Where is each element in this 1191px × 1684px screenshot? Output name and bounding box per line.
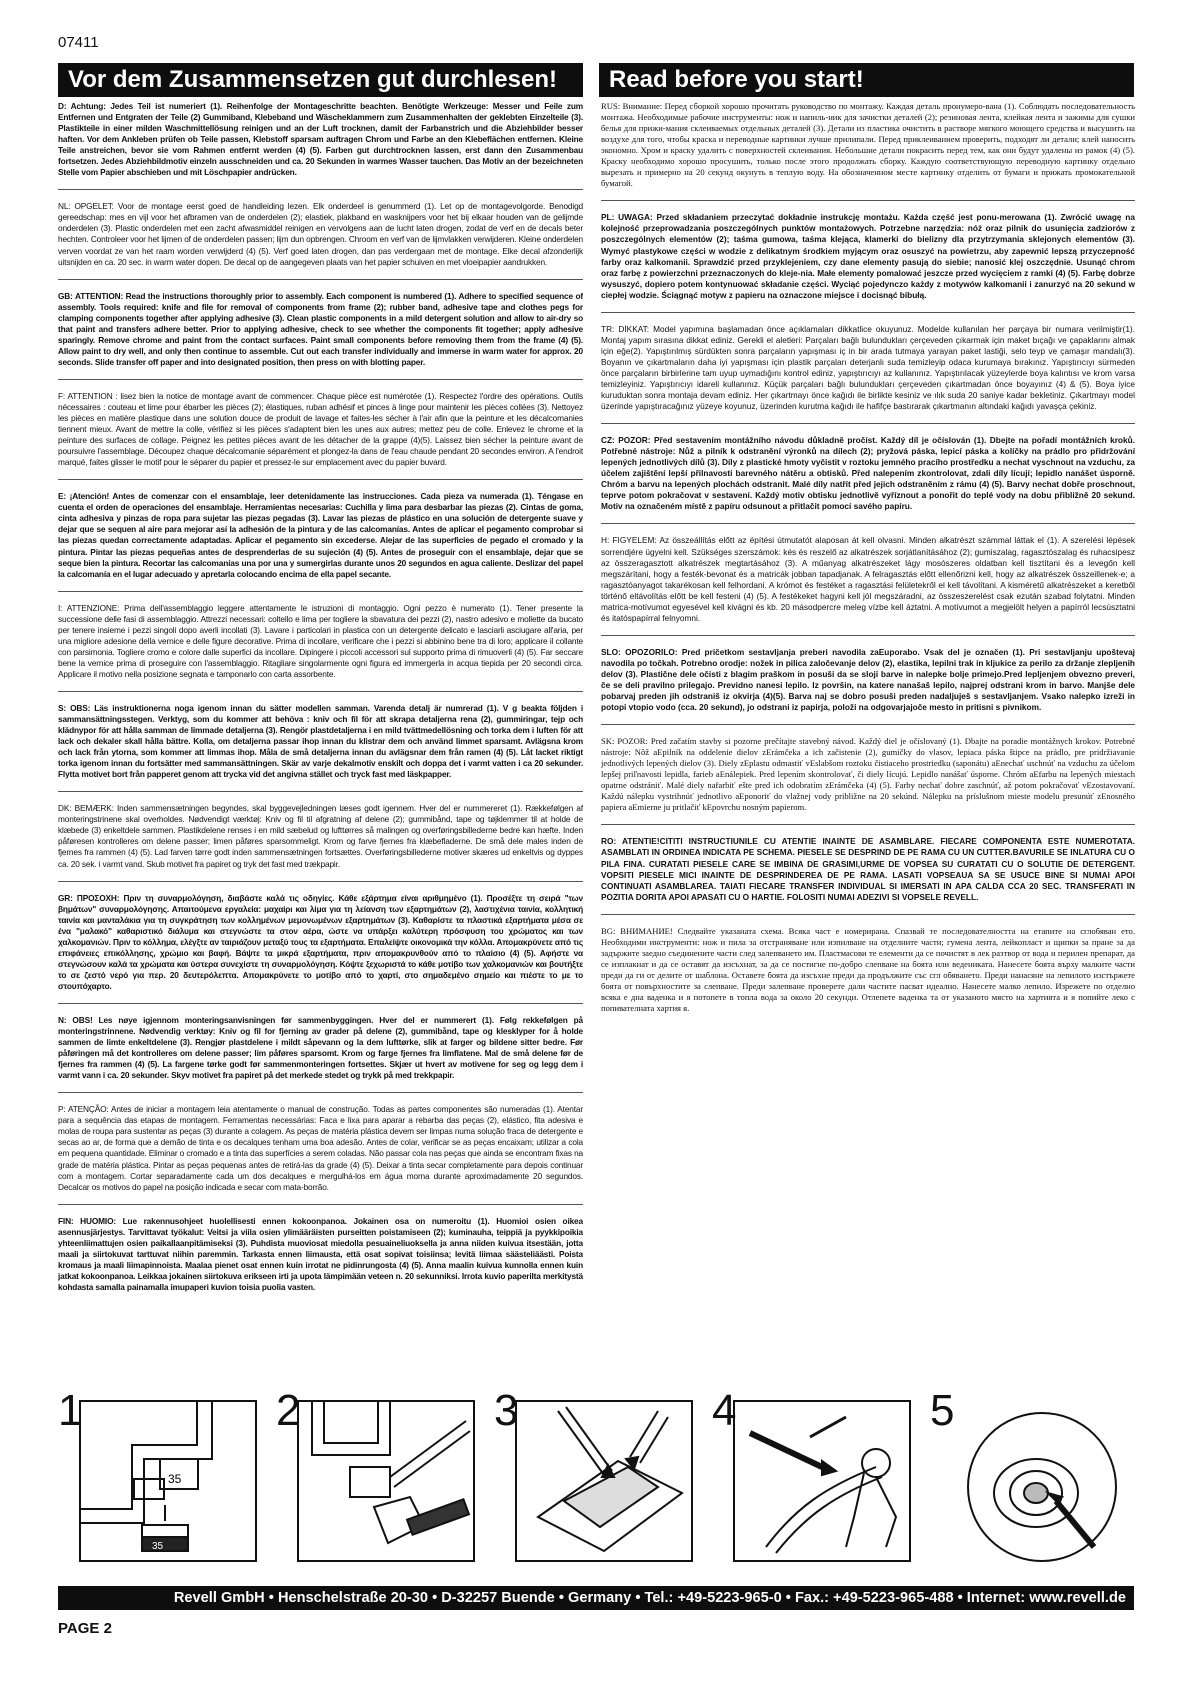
divider: [601, 200, 1135, 201]
paint-brush-icon: [726, 1397, 916, 1565]
numbered-parts-icon: [72, 1397, 262, 1565]
page-label: PAGE 2: [58, 1620, 112, 1637]
divider: [58, 379, 583, 380]
divider: [58, 691, 583, 692]
divider: [601, 312, 1135, 313]
divider: [601, 914, 1135, 915]
left-instruction-column: [58, 101, 583, 1304]
instruction-e: E: ¡Atención! Antes de comenzar con el ensamblaje, leer detenidamente las instrucciones. Cada pieza va numerada (1). Téngase en cuenta el orden de operaciones del ensamblaje. Herramientas necesarias: Cuchilla y lima para desbarbar las piezas (2). Cintas de goma, cinta adhesiva y pinzas de ropa para sujetar las piezas pegadas (3). Lavar las piezas de plástico en una solución de detergente suave y dejar que se sequen al aire para mejorar así la adhesión de la pintura y de las calcomanías. Antes de aplicar el pegamento comprobar si las piezas quedan correctamente adaptadas. Aplicar el pegamento sin excederse. Alejar de las superficies de pegado el cromado y la pintura. Pintar las piezas pequeñas antes de desprenderlas de su sujeción (4) (5). Antes de proseguir con el ensamblaje, dejar que se seque bien la pintura. Recortar las calcomanías una por una y sumergirlas durante unos 20 segundos en agua caliente. Deslizar del papel la calcomanía en el lugar adecuado y apretarla colocando encima de ella papel secante.: [58, 491, 583, 579]
step-3: [494, 1386, 700, 1566]
instruction-slo: SLO: OPOZORILO: Pred pričetkom sestavljanja preberi navodila zaEuporabo. Vsak del je označen (1). Pri sestavljanju upoštevaj navodila po točkah. Potrebno orodje: nožek in pilica zaločevanje delov (2), elastika, lepilni trak in kljukice za perilo za držanje zlepljenih delov (3). Plastične dele očisti z blagim praškom in posuši da se sloji barve in nalepke bolje primejo.Pred lepljenjem obvezno preveri, če se deli pravilno prilegajo. Previdno nanesi lepilo. Iz površin, na katere nanašaš lepilo, najprej odstrani krom in barvo. Manjše dele pobarvaj preden jih odstraniš iz okvirja (4)(5). Barva naj se dobro posuši preden nadaljuješ s sestavljanjem. Vsako nalepko izreži in potopi vtopio vodo (cca. 20 sekund), jo odstrani iz papirja, položi na odgovarjajoče mesto in pritisni s pivnikom.: [601, 646, 1135, 713]
clamp-tape-icon: [508, 1397, 698, 1565]
step-1: [58, 1386, 264, 1566]
divider: [601, 423, 1135, 424]
instruction-tr: TR: DİKKAT: Model yapımına başlamadan önce açıklamaları dikkatlice okuyunuz. Modelde kullanılan her parçaya bir numara verilmiştir(1). Montaj yapım sırasına dikkat ediniz. Gerekli el aletleri: Parçaları bağlı bulundukları çerçeveden çıkarmak için maket bıçağı ve çapaklarını almak için eğe(2). Yapıştırılmış sürdükten sonra parçaların yapışması iç in bir arada tutmaya yarayan paket lastiği, selo teyp ve çamaşır mandalı(3). Boyanın ve çıkartmaların daha iyi yapışması için plastik parçaları deterjanlı suda temizleyip odaca kurumaya bırakınız. Yapıştırıcıyı sürmeden önce parçaların birbirlerine tam uyup uymadığını kontrol ediniz, yapıştırıcıyı az kullanınız. Yapıştırılacak yüzeylerde boya kalıntısı ve krom varsa temizleyiniz. Yapıştırıcıyı idareli kullanınız. Küçük parçaları bağlı bulundukları çerçeveden çıkartmadan önce boyayınız (4) & (5). Boya iyice kuruduktan sonra montaja devam ediniz. Her çıkartmayı önce kağıdı ile birlikte kesiniz ve ılık suda 20 saniye kadar bekletiniz. Çıkartmayı model üzerinde yapıştıracağınız yüzeye koyunuz, üzerinden kurutma kağıdı ile hafifçe bastırarak çıkartmanın altındaki kağıdı yavaşça çekiniz.: [601, 323, 1135, 412]
divider: [58, 1092, 583, 1093]
instruction-p: P: ATENÇÃO: Antes de iniciar a montagem leia atentamente o manual de construção. Todas as partes componentes são numeradas (1). Atentar para a sequência das etapas de montagem. Ferramentas necessárias: Faca e lixa para aparar a rebarba das peças (2), elástico, fita adesiva e molas de roupa para sustentar as peças (3) durante a colagem. As peças de matéria plástica devem ser limpas numa solução fraca de detergente e secas ao ar, de forma que a demão de tinta e os decalques tenham uma boa adesão. Antes de colar, verificar se as peças encaixam; utilizar a cola em pequena quantidade. Eliminar o cromado e a tinta das superfícies a serem coladas. Não passar cola nas peças que ainda se encontram fixas na grade de matéria plástica. Pintar as peças pequenas antes de retirá-las da grade (4) (5). Deixar a tinta secar completamente para depois continuar com a montagem. Cortar separadamente cada um dos decalques e mergulhá-los em água morna durante aproximadamente 20 segundos. Decalcar os motivos do papel na posição indicada e secar com mata-borrão.: [58, 1104, 583, 1192]
divider: [601, 724, 1135, 725]
part-number-label-a: 35: [168, 1472, 182, 1486]
divider: [58, 189, 583, 190]
illustrated-steps: [58, 1386, 1134, 1566]
instruction-dk: DK: BEMÆRK: Inden sammensætningen begyndes, skal byggevejledningen læses godt igennem. Hver del er nummereret (1). Rækkefølgen af monteringstrinene skal overholdes. Nødvendigt værktøj: Kniv og fil til afgratning af delene (2); gummibånd, tape og tøjklemmer til at holde de klæbede (3) enkeltdele sammen. Plastikdelene renses i en mild sæbelud og lufttørres så malingen og overføringsbillederne bedre kan hæfte. Inden påføresen kontrolleres om delene passer; limen påføres sparsommeligt. Krom og farve fjernes fra klæbefladerne. De små dele males inden de fjernes fra rammen (4) (5). Lad farven tørre godt inden sammensætningen fortsættes. Overføringsbillederne motiver skæres ud enkeltvis og dyppes ca. 20 sek. i varmt vand. Skub motivet fra papiret og tryk det fast med trækpapir.: [58, 803, 583, 869]
step-2: [276, 1386, 482, 1566]
instruction-sk: SK: POZOR: Pred začatím stavby si pozorne prečítajte stavebný návod. Každý diel je očíslovaný (1). Dbajte na poradie montážnych krokov. Potrebné nástroje: Nôž aEpilník na oddelenie dielov zErámčeka a ich začistenie (2), gumičky do vlasov, lepiaca páska štipce na prádlo, pre pridržiavanie jednotlivých lepených dielov (3). Diely zEplastu odmastiť vEslabšom roztoku čistiaceho prostriedku (saponátu) aEnechať uschnúť na vzduchu za účelom lepšej priľnavosti lepidla, farieb aEnálepiek. Pred lepením skontrolovať, či diely lícujú. Lepidlo nanášať úsporne. Chróm aEfarbu na lepených miestach opatrne odstrániť. Malé diely nafarbiť ešte pred ich odobratím zErámčeka (4) (5). Farby nechať dobre zaschnúť, až potom pokračovať vEzostavovaní. Každú nálepku vystrihnúť jednotlivo aEponoriť do vlažnej vody približne na 20 sekúnd. Nálepku na príslušnom mieste modelu presunúť zEnosného papiera aEmierne ju pritlačiť kEpovrchu nosným papierom.: [601, 736, 1135, 813]
document-number: 07411: [58, 34, 99, 51]
instruction-h: H: FIGYELEM: Az összeállítás előtt az építési útmutatót alaposan át kell olvasni. Minden alkatrészt számmal láttak el (1). A szerelési lépések sorrendjére ügyelni kell. Szükséges szerszámok: kés és reszelő az alkatrészek sorjátlanításához (2); gumiszalag, ragasztószalag és ruhacsipesz az összeragasztott alkatrészek megtartásához (3). A műanyag alkatrészeket lágy mosószeres oldatban kell tisztítani és a levegőn kell megszárítani, hogy a festék-bevonat és a matricák jobban tapadjanak. A felragasztás előtt ellenőrizni kell, hogy az alkatrészek összeillenek-e; a ragasztóanyagot takarékosan kell felhordani. A krómot és festéket a ragasztási felületekről el kell távolítani. A kisméretű alkatrészeket a keretből történő eltávolítás előtt be kell festeni (4) (5). A festékeket hagyni kell jól megszáradni, az összeszerelést csak ezután szabad folytatni. Minden matrica-motívumot egyesével kell kivágni és kb. 20 másodpercre meleg vízbe kell áztatni. A motívumot a megjelölt helyen a papírról lecsúsztatni és itatóspapírral felnyomni.: [601, 535, 1135, 623]
instruction-gb: GB: ATTENTION: Read the instructions thoroughly prior to assembly. Each component is numbered (1). Adhere to specified sequence of assembly. Tools required: knife and file for removal of components from frame (2); rubber band, adhesive tape and clothes pegs for clamping components together after applying adhesive (3). Clean plastic components in a mild detergent solution and allow to air-dry so that paint and transfers adhere better. Prior to applying adhesive, check to see whether the components fit together; apply adhesive sparingly. Remove chrome and paint from the contact surfaces. Paint small components before removing them from the frame (4) (5). Allow paint to dry well, and only then continue to assemble. Cut out each transfer individually and immerse in warm water for approx. 20 seconds. Slide transfer off paper and into designated position, then press on with blotting paper.: [58, 290, 583, 367]
instruction-f: F: ATTENTION : lisez bien la notice de montage avant de commencer. Chaque pièce est numérotée (1). Respectez l'ordre des opérations. Outils nécessaires : couteau et lime pour ébarber les pièces (2); élastiques, ruban adhésif et pinces à linge pour maintenir les pièces collées (3). Nettoyez les pièces en matière plastique dans une solution douce de produit de lavage et faites-les sécher à l'air afin que la peinture et les décalcomanies tiennent mieux. Avant de mettre la colle, vérifiez si les pièces s'adaptent bien les unes aux autres; mettez peu de colle. Enlevez le chrome et la peinture des surfaces de collage. Peignez les petites pièces avant de les détacher de la grappe (4)(5). Laissez bien sécher la peinture avant de poursuivre l'assemblage. Découpez chaque décalcomanie séparément et plongez-la dans de l'eau chaude pendant 20 secondes environ. A l'endroit marqué, faites glisser le motif pour le séparer du papier et pressez-le sur emplacement avec du papier buvard.: [58, 390, 583, 468]
part-number-label-b: 35: [152, 1541, 164, 1552]
divider: [58, 1003, 583, 1004]
divider: [58, 881, 583, 882]
instruction-pl: PL: UWAGA: Przed składaniem przeczytać dokładnie instrukcję montażu. Każda część jest ponu-merowana (1). Zwrócić uwagę na kolejność przeprowadzania poszczególnych punktów montażowych. Potrzebne narzędzia: nóż oraz pilnik do usunięcia zadziorów z poszczególnych elementów (2); taśma gumowa, taśma klejąca, klamerki do bielizny dla przytrzymania sklejonych elementów (3). Wymyć plastykowe części w wodzie z delikatnym środkiem myjącym oraz osuszyć na powietrzu, aby zapewnić lepszą przyczepność farby oraz kalkomanii. Sprawdzić przed przyklejeniem, czy dane elementy pasują do siebie; nanosić klej oszczędnie. Usunąć chrom oraz farbę z powierzchni przeznaczonych do kleje-nia. Małe elementy pomalować jeszcze przed wycięciem z ramki (4) (5). Farbę dobrze wysuszyć, dopiero potem kontynuować składanie części. Wyciąć pojedynczo każdy z motywów kalkomanii i zanurzyć na 20 sekund w ciepłej wodzie. Ściągnąć motyw z papieru na oznaczone miejsce i docisnąć bibułą.: [601, 212, 1135, 300]
instruction-bg: BG: ВНИМАНИЕ! Следвайте указаната схема. Всяка част е номерирана. Спазвай те последователността на етапите на сглобяван ето. Необходими инструменти: нож и пила за отстраняване или изпилване на отделните части; гумена лента, лейкопласт и щипки за пране за да задържите заедно съединените части след залепването им. Пластмасови те елементи да се почистят в лек разтвор от вода и перилен препарат, да се изплакнат и да се оставят да изсъхнат, за да се постигне по-добро слепване на боята или ведениката. Нанесете боята върху малките части преди да ги от делите от шаблона. Оставете боята да изсъхне преди да продължите със сгл обяването. Преди нанасяне на лепилото изстържете боята от повърхностите за слепване. Преди залепване проверете дали частите пасват идеално. Нанесете малко лепило. Изрежете по отделно всяка е дна ваденка и я потопете в топла вода за около 20 секунди. Отлепете ваденка та от указаното място на хартията и я попийте леко с попивателната хартия я.: [601, 925, 1135, 1014]
instruction-de: D: Achtung: Jedes Teil ist numeriert (1). Reihenfolge der Montageschritte beachten. Benötigte Werkzeuge: Messer und Feile zum Entfernen und Entgraten der Teile (2) Gummiband, Klebeband und Wäscheklammern zum Zusammenhalten der geklebten Einzelteile (3). Plastikteile in einer milden Waschmittellösung reinigen und an der Luft trocknen, damit der Farbanstrich und die Abziehbilder besser haften. Vor dem Ankleben prüfen ob Teile passen, Klebstoff sparsam auftragen Chrom und Farbe an den Klebeflächen entfernen. Kleine Teile anstreichen, bevor sie vom Rahmen entfernt werden (4) (5). Farben gut durchtrocknen lassen, erst dann den Zusammenbau fortsetzen. Jedes Abziehbildmotiv einzeln ausschneiden und ca. 20 Sekunden in warmes Wasser tauchen. Das Motiv an der bezeichneten Stelle vom Papier abschieben und mit Löschpapier andrücken.: [58, 101, 583, 178]
divider: [58, 1204, 583, 1205]
instruction-rus: RUS: Внимание: Перед сборкой хорошо прочитать руководство по монтажу. Каждая деталь пронумеро-вана (1). Соблюдать последовательность монтажа. Необходимые рабочие инструменты: нож и напиль-ник для зачистки деталей (2); резиновая лента, клейкая лента и зажимы для сушки белья для прижи-мания склеиваемых отдельных деталей (3). Детали из пластика очистить в растворе мягкого моющего средства и высушить на воздухе для того, чтобы краска и переводные картинки лучше прилипали. Перед приклеиванием проверить, подходят ли детали; клей наносить экономно. Хром и краску удалить с поверхностей склеивания. Небольшие детали покрасить перед тем, как они будут удалены из рамок (4) (5). Краску необходимо хорошо просушить, только после этого продолжать сборку. Каждую соответствующую переводную картинку отдельно вырезать и примерно на 20 секунд окунуть в теплую воду. На обозначенном месте картинку отделить от бумаги и прижать промокательной бумагой.: [601, 101, 1135, 189]
instruction-i: I: ATTENZIONE: Prima dell'assemblaggio leggere attentamente le istruzioni di montaggio. Ogni pezzo è numerato (1). Tener presente la successione delle fasi di assemblaggio. Attrezzi necessari: coltello e lima per togliere la sbavatura dei pezzi (2), nastro adesivo e mollette da bucato per tenere insieme i pezzi singoli dopo averli incollati (3). Lavare i particolari in plastica con un detergente delicato e lasciarli asciugare all'aria, per una migliore adesione della vernice e delle figure decorative. Prima di incollare, verificare che i pezzi si abbinino bene tra di loro; applicare il collante con parsimonia. Togliere cromo e colore dalle superfici da incollare. Dipingere i piccoli accessori sul supporto prima di rimuoverli (4) (5). Far seccare bene la vernice prima di proseguire con l'assemblaggio. Ritagliare singolarmente ogni figura ed immergerla in acqua tiepida per 20 secondi circa. Applicare il motivo nella posizione segnata e tamponarlo con carta assorbente.: [58, 602, 583, 679]
step-number: 1: [58, 1386, 83, 1435]
company-footer: Revell GmbH • Henschelstraße 20-30 • D-32257 Buende • Germany • Tel.: +49-5223-965-0 • Fax.: +49-5223-965-488 • Internet: www.revell.de: [58, 1586, 1134, 1610]
instruction-ro: RO: ATENTIE!CITITI INSTRUCTIUNILE CU ATENTIE INAINTE DE ASAMBLARE. FIECARE COMPONENTA ESTE NUMEROTATA. ASAMBLATI IN ORDINEA INDICATA PE SCHEMA. PIESELE SE DESPRIND DE PE RAMA CU UN CUTTER.BAVURILE SE INLATURA CU O PILA FINA. CURATATI PIESELE CARE SE IMBINA DE GRASIMI,URME DE VOPSEA SU CURATATI CU O SOLUTIE DE DETERGENT. VOPSITI PIESELE MICI INAINTE DE DESPRINDEREA DE PE RAMA. LASATI VOPSEAUA SA SE USUCE BINE SI NUMAI APOI CONTINUATI ASAMBLAREA. TAIATI FIECARE TRANSFER INDIVIDUAL SI IMERSATI IN APA CALDA CCA 20 SEC. TRANSFERATI IN POZITIA DORITA APOI APASATI CU O HARTIE. FOLOSITI NUMAI ADEZIVI SI VOPSELE REVELL.: [601, 836, 1135, 902]
instruction-fin: FIN: HUOMIO: Lue rakennusohjeet huolellisesti ennen kokoonpanoa. Jokainen osa on numeroitu (1). Huomioi osien oikea asennusjärjestys. Tarvittavat työkalut: Veitsi ja viila osien ylimääräisten purseitten poistamiseen (2); kuminauha, teippiä ja pyykkipoikia yhteenliimattujen osien paikallaanpitämiseksi (3). Puhdista muoviosat miedolla pesuaineliuoksella ja anna niiden kuivua itsestään, jotta maali ja siirtokuvat tarttuvat niihin paremmin. Tarkasta ennen liimausta, että osat sopivat toisiinsa; levitä liimaa säästeliäästi. Poista kromaus ja maali liimapinnoista. Maalaa pienet osat ennen kuin irrotat ne pidinrungosta (4) (5). Anna maalin kuivua kunnolla ennen kuin jatkat kokoonpanoa. Leikkaa jokainen siirtokuva erikseen irti ja upota lämpimään veteen n. 20 sekunniksi. Irrota kuvio paperilta merkitystä kohdasta samalla painamalla imupaperi kuvion toisia puolia vasten.: [58, 1215, 583, 1292]
header-title-german: Vor dem Zusammensetzen gut durchlesen!: [58, 63, 583, 97]
right-instruction-column: [601, 101, 1135, 1025]
divider: [601, 635, 1135, 636]
header-title-english: Read before you start!: [599, 63, 1134, 97]
instruction-gr: GR: ΠΡΟΣΟΧΗ: Πριν τη συναρμολόγηση, διαβάστε καλά τις οδηγίες. Κάθε εξάρτημα είναι αριθμημένο (1). Προσέξτε τη σειρά "των βημάτων" συναρμολόγησης. Απαιτούμενα εργαλεία: μαχαίρι και λίμα για τη λείανση των εξαρτημάτων (2), λαστιχένια ταινία, κολλητική ταινία και μανταλάκια για τη συγκράτηση των κολλημένων μεμονωμένων εξαρτημάτων (3). Καθαρίστε τα πλαστικά εξαρτήματα μέσα σε ένα "μαλακό" καθαριστικό διάλυμα και στεγνώστε τα στον αέρα, ώστε να υπάρξει καλύτερη πρόσφυση του χρώματος και των χαλκομανιών. Πριν το κόλλημα, ελέγξτε αν ταιριάζουν μεταξύ τους τα εξαρτήματα. Επαλείψτε οικονομικά την κόλλα. Απομακρύνετε από τις επιφάνειες επικόλλησης, χρώμιο και βαφή. Βάψτε τα μικρά εξαρτήματα, πριν απομακρυνθούν από το πλαίσιο (4) (5). Αφήστε να στεγνώσουν καλά τα χρώματα και ύστερα συνεχίστε τη συναρμολόγηση. Κόψτε ξεχωριστά το κάθε μοτίβο των χαλκομανιών και βουτήξτε το σε ζεστό νερό για περ. 20 δευτερόλεπτα. Απομακρύνετε το μοτίβο από το χαρτί, στο σημαδεμένο σημείο και πιέστε το με το στουπόχαρτο.: [58, 892, 583, 991]
step-number: 4: [712, 1386, 737, 1435]
instruction-nl: NL: OPGELET: Voor de montage eerst goed de handleiding lezen. Elk onderdeel is genummerd (1). Let op de montagevolgorde. Benodigd gereedschap: mes en vijl voor het afbramen van de onderdelen (2); elastiek, plakband en wasknijpers voor het bij elkaar houden van de gelijmde onderdelen (3). Plastic onderdelen met een zacht afwasmiddel reinigen en vervolgens aan de lucht laten drogen, zodat de verf en de decals beter hechten. Controleer voor het lijmen of de onderdelen passen; lijm dun opbrengen. Chroom en verf van de lijmvlakken verwijderen. Kleine onderdelen verven voordat ze van het raam worden verwijderd (4) (5). Verf goed laten drogen, dan pas verdergaan met de montage. Elke decal afzonderlijk uitsnijden en ca. 20 sec. in warm water dopen. De decal op de aangegeven plaats van het papier schuiven en met vloeipapier aandrukken.: [58, 201, 583, 267]
divider: [58, 791, 583, 792]
step-4: [712, 1386, 918, 1566]
divider: [601, 824, 1135, 825]
divider: [58, 479, 583, 480]
step-5: [930, 1386, 1136, 1566]
step-number: 3: [494, 1386, 519, 1435]
paint-part-icon: [944, 1397, 1134, 1565]
knife-file-icon: [290, 1397, 480, 1565]
step-number: 5: [930, 1386, 955, 1435]
step-number: 2: [276, 1386, 301, 1435]
divider: [601, 523, 1135, 524]
instruction-s: S: OBS: Läs instruktionerna noga igenom innan du sätter modellen samman. Varenda detalj är numrerad (1). V g beakta följden i sammansättningsstegen. Verktyg, som du kommer att behöva : kniv och fil för att skrapa detaljerna rena (2), gummiringar, tejp och klädnypor för att hålla samman de limmade detaljerna (3). Rengör plastdetaljerna i en mild tvättmedellösning och torka dem i luften för att lack och dekaler skall hålla bättre. Kolla, om detaljerna passar ihop innan du klistrar dem och använd limmet sparsamt. Avlägsna krom och lack från ytorna, som kommer att limmas ihop. Måla de små detaljerna innan du avlägsnar dem från ramen (4) (5). Låt lacket riktigt torka igenom innan du fortsätter med sammansättningen. Skär av varje dekalmotiv enskilt och doppa det i varmt vatten i ca 20 sekunder. Flytta motivet bort från papperet genom att trycka vid det angivna stället och tryck fast med läskpapper.: [58, 702, 583, 780]
instruction-cz: CZ: POZOR: Před sestavením montážního návodu důkladně pročíst. Každý díl je očíslován (1). Dbejte na pořadí montážních kroků. Potřebné nástroje: Nůž a pilník k odstranění výronků na dílech (2); pryžová páska, lepicí páska a kolíčky na prádlo pro přidržování lepených jednotlivých dílů (3). Díly z plastické hmoty vyčistit v roztoku jemného pracího prostředku a nechat vyschnout na vzduchu, za účelem zajištění lepší přilnavosti barevného nátěru a obtisků. Před nalepením zkontrolovat, zdali díly lícují; lepidlo nanášet úsporně. Chróm a barvu na lepených plochách odstranit. Malé díly natřít před jejich odstraněním z rámu (4) (5). Barvy nechat dobře proschnout, teprve potom pokračovat v sestavení. Každý motiv obtisku jednotlivě vyříznout a ponořit do teplé vody na dobu přibližně 20 sekund. Motiv na označeném místě z papíru odsunout a přitlačit pomocí savého papíru.: [601, 435, 1135, 512]
divider: [58, 591, 583, 592]
instruction-n: N: OBS! Les nøye igjennom monteringsanvisningen før sammenbyggingen. Hver del er nummerert (1). Følg rekkefølgen på monteringstrinnene. Nødvendig verktøy: Kniv og fil for fjerning av grader på delene (2), gummibånd, tape og klesklyper for å holde sammen de limte enkeltdelene (3). Rengjør plastdelene i mildt såpevann og la dem lufttørke, slik at farger og bildene sitter bedre. Før påføringen må det kontrolleres om delene passer; lim påføres sparsomt. Krom og farge fjernes fra limflatene. Mal de små delene før de fjernes fra rammen (4) (5). La fargene tørke godt før sammenmonteringen fortsettes. Skjær ut hvert av motivene for seg og legg dem i varmt vann i ca. 20 sekunder. Skyv motivet fra papiret på det merkede stedet og trykk på med trekkpapir.: [58, 1015, 583, 1081]
divider: [58, 279, 583, 280]
